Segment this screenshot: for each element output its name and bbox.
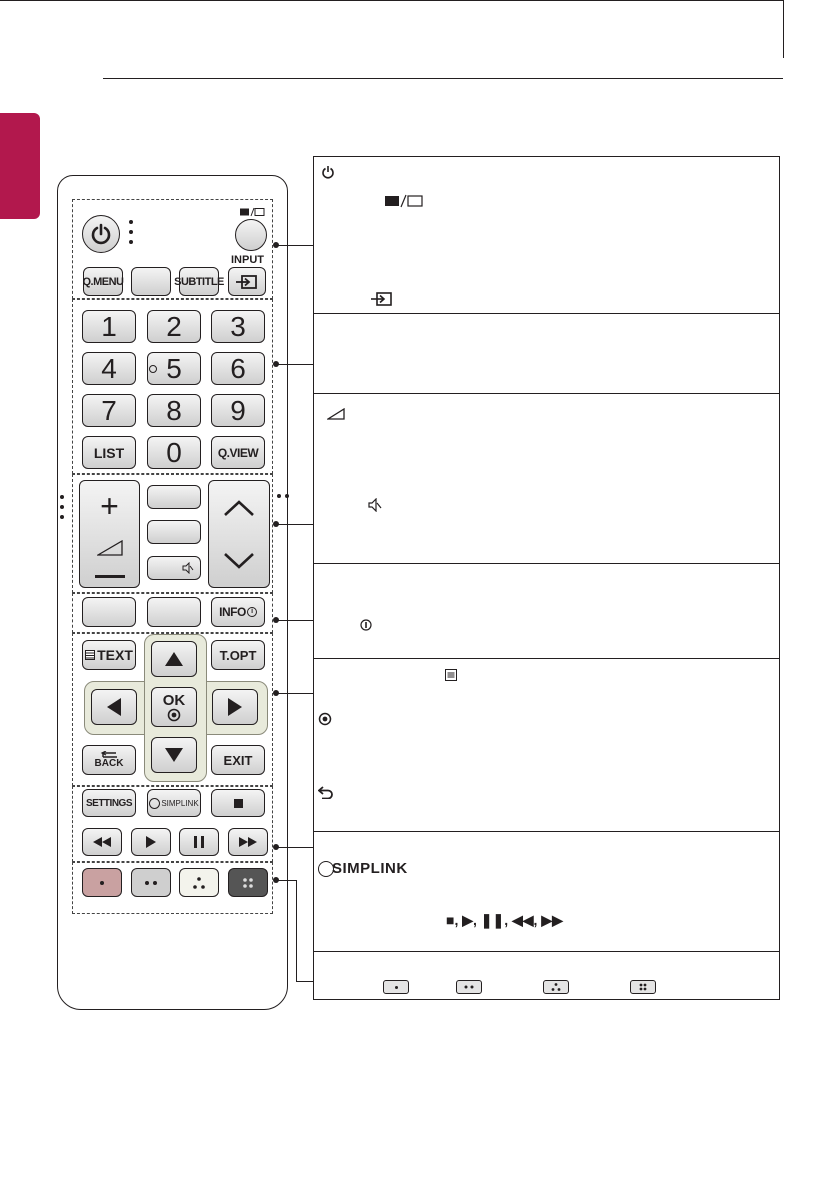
fast-forward-icon	[239, 837, 257, 847]
tactile-dot	[60, 505, 64, 509]
number-8-button[interactable]: 8	[147, 394, 201, 427]
power-button[interactable]	[82, 215, 120, 253]
info-icon: i	[247, 607, 257, 617]
desc-navigation	[313, 658, 780, 832]
top-rule	[0, 0, 783, 1]
input-button[interactable]	[228, 267, 266, 296]
tactile-dot	[129, 220, 133, 224]
t-opt-button[interactable]: T.OPT	[211, 640, 265, 670]
ok-icon	[167, 708, 181, 722]
leader-dot	[273, 877, 279, 883]
desc-numbers	[313, 313, 780, 394]
leader-dot	[273, 242, 279, 248]
red-key[interactable]	[82, 868, 122, 897]
leader-line	[276, 245, 313, 246]
info-button[interactable]	[211, 597, 265, 627]
leader-dot	[273, 844, 279, 850]
tv-radio-button[interactable]	[235, 219, 267, 251]
blank-button[interactable]	[131, 267, 171, 296]
back-icon	[318, 785, 334, 799]
blank-button[interactable]	[147, 520, 201, 544]
chevron-up-icon	[223, 499, 255, 517]
yellow-key-icon	[543, 980, 569, 994]
tactile-dot	[149, 365, 157, 373]
leader-line	[276, 524, 313, 525]
header-rule	[103, 78, 783, 79]
leader-line	[276, 620, 313, 621]
back-button[interactable]	[82, 745, 136, 775]
text-button[interactable]	[82, 640, 136, 670]
number-3-button[interactable]: 3	[211, 310, 265, 343]
arrow-left-icon	[106, 697, 122, 717]
language-tab	[0, 113, 40, 219]
arrow-right-icon	[227, 697, 243, 717]
ok-icon	[318, 712, 332, 726]
mute-icon	[182, 562, 194, 574]
simplink-logo	[318, 860, 408, 877]
number-0-button[interactable]: 0	[147, 436, 201, 469]
number-5-button[interactable]: 5	[147, 352, 201, 385]
left-button[interactable]	[91, 689, 137, 725]
settings-button[interactable]: SETTINGS	[82, 789, 136, 817]
one-dot-icon	[100, 881, 104, 885]
teletext-icon	[445, 669, 457, 681]
leader-dot	[273, 690, 279, 696]
info-label: INFO	[219, 605, 246, 619]
simplink-text: SIMPLINK	[332, 860, 408, 877]
subtitle-button[interactable]: SUBTITLE	[179, 267, 219, 296]
simplink-icon	[149, 798, 160, 809]
pause-icon	[194, 836, 204, 848]
teletext-icon	[85, 650, 95, 660]
leader-line	[276, 693, 313, 694]
info-icon	[360, 619, 372, 631]
red-key-icon	[383, 980, 409, 994]
desc-color-keys	[313, 951, 780, 1000]
green-key-icon	[456, 980, 482, 994]
leader-line	[296, 880, 297, 982]
q-menu-button[interactable]: Q.MENU	[83, 267, 123, 296]
input-label: INPUT	[231, 254, 264, 266]
down-button[interactable]	[151, 737, 197, 773]
three-dot-icon	[193, 877, 205, 889]
chevron-down-icon	[223, 552, 255, 570]
fast-forward-button[interactable]	[228, 828, 268, 856]
arrow-up-icon	[164, 651, 184, 667]
mute-button[interactable]	[147, 556, 201, 580]
number-9-button[interactable]: 9	[211, 394, 265, 427]
simplink-button[interactable]	[147, 789, 201, 817]
q-view-button[interactable]: Q.VIEW	[211, 436, 265, 469]
pause-button[interactable]	[179, 828, 219, 856]
leader-line	[276, 880, 296, 881]
blank-button[interactable]	[82, 597, 136, 627]
tv-radio-icon	[384, 194, 424, 208]
blank-button[interactable]	[147, 597, 201, 627]
up-button[interactable]	[151, 641, 197, 677]
leader-dot	[273, 361, 279, 367]
right-button[interactable]	[212, 689, 258, 725]
remote-control	[57, 175, 288, 1010]
exit-button[interactable]: EXIT	[211, 745, 265, 775]
two-dot-icon	[144, 880, 158, 886]
tactile-dot	[277, 494, 281, 498]
volume-rocker[interactable]	[79, 480, 140, 588]
desc-volume-program	[313, 393, 780, 564]
leader-dot	[273, 617, 279, 623]
number-2-button[interactable]: 2	[147, 310, 201, 343]
blue-key-icon	[630, 980, 656, 994]
blue-key[interactable]	[228, 868, 268, 897]
yellow-key[interactable]	[179, 868, 219, 897]
volume-icon	[327, 408, 345, 420]
leader-line	[296, 981, 313, 982]
leader-dot	[273, 521, 279, 527]
rewind-icon	[93, 837, 111, 847]
volume-up-icon: +	[100, 488, 119, 525]
play-button[interactable]	[131, 828, 171, 856]
number-6-button[interactable]: 6	[211, 352, 265, 385]
leader-line	[276, 847, 313, 848]
blank-button[interactable]	[147, 485, 201, 509]
playback-controls-text: ■, ▶, ❚❚, ◀◀, ▶▶	[446, 912, 563, 928]
tactile-dot	[129, 240, 133, 244]
list-button[interactable]: LIST	[82, 436, 136, 469]
input-icon	[236, 275, 258, 289]
stop-icon	[234, 799, 243, 808]
tactile-dot	[285, 494, 289, 498]
ok-button[interactable]	[151, 687, 197, 727]
desc-info	[313, 563, 780, 659]
number-7-button[interactable]: 7	[82, 394, 136, 427]
four-dot-icon	[242, 877, 254, 889]
rewind-button[interactable]	[82, 828, 122, 856]
tactile-dot	[129, 230, 133, 234]
desc-power-input	[313, 156, 780, 314]
input-icon	[371, 292, 393, 306]
mute-icon	[368, 498, 382, 512]
stop-button[interactable]	[211, 789, 265, 817]
simplink-label: SIMPLINK	[161, 798, 199, 808]
text-label: TEXT	[97, 647, 133, 663]
tv-radio-label	[239, 207, 265, 217]
power-icon	[90, 223, 112, 245]
program-rocker[interactable]	[208, 480, 270, 588]
tactile-dot	[60, 515, 64, 519]
back-label: BACK	[94, 758, 124, 769]
play-icon	[146, 836, 156, 848]
power-icon	[321, 165, 335, 179]
volume-down-icon	[95, 575, 125, 578]
number-4-button[interactable]: 4	[82, 352, 136, 385]
volume-icon	[97, 540, 123, 556]
arrow-down-icon	[164, 747, 184, 763]
corner-rule	[783, 0, 784, 58]
ok-label: OK	[162, 691, 186, 709]
leader-line	[276, 364, 313, 365]
green-key[interactable]	[131, 868, 171, 897]
tv-radio-icon	[239, 207, 265, 217]
desc-simplink-playback	[313, 831, 780, 952]
tactile-dot	[60, 495, 64, 499]
number-1-button[interactable]: 1	[82, 310, 136, 343]
